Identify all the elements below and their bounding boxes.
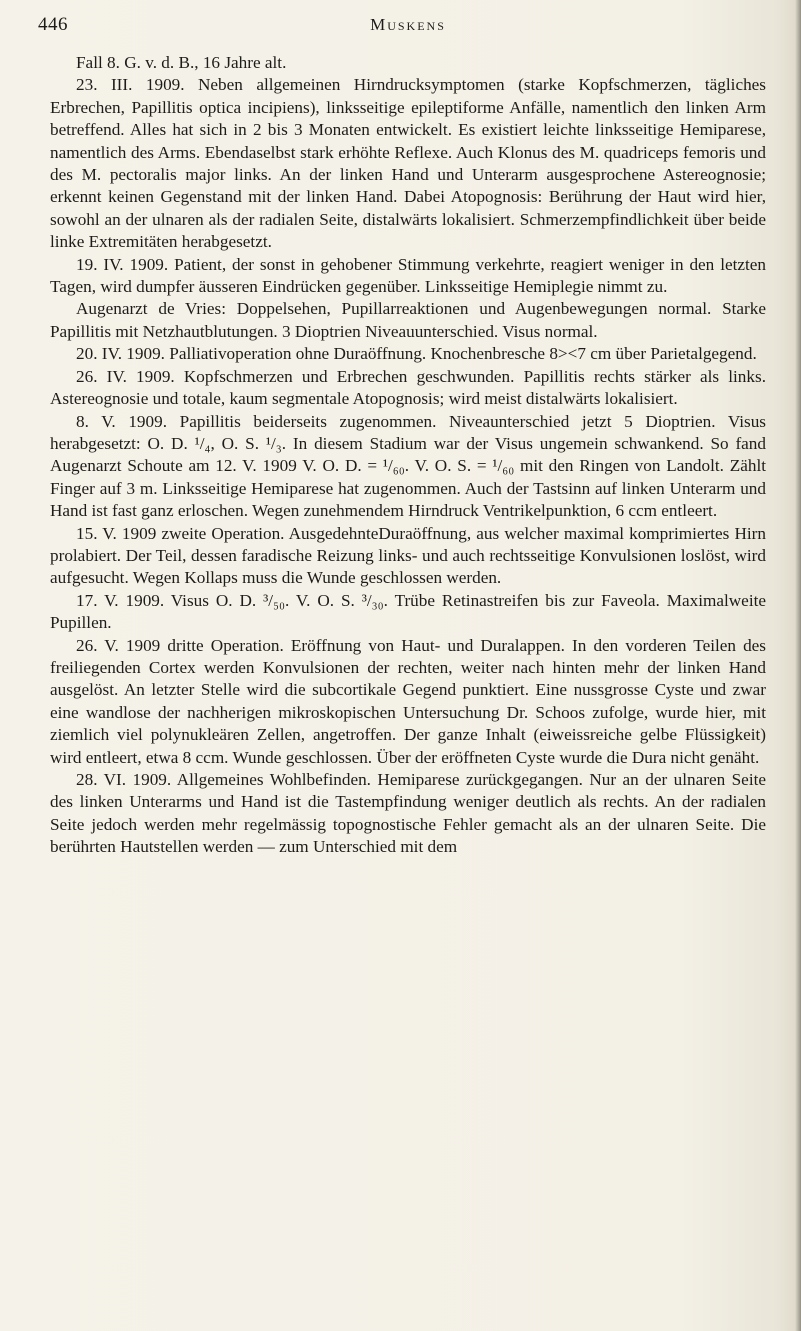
page-number: 446 <box>38 14 68 35</box>
paragraph-17-v-1909: 17. V. 1909. Visus O. D. ³/₅₀. V. O. S. ³/₃₀. Trübe Retinastreifen bis zur Faveola. Maximalweite Pupillen. <box>50 590 766 633</box>
paragraph-19-iv-1909: 19. IV. 1909. Patient, der sonst in gehobener Stimmung verkehrte, reagiert weniger in den letzten Tagen, wird dumpfer äusseren Eindrücken gegenüber. Linksseitige Hemiplegie nimmt zu. <box>50 254 766 297</box>
paragraph-23-iii-1909: 23. III. 1909. Neben allgemeinen Hirndrucksymptomen (starke Kopfschmerzen, tägliches Erbrechen, Papillitis optica incipiens), linksseitige epileptiforme Anfälle, namentlich den linken Arm betreffend. Alles hat sich in 2 bis 3 Monaten entwickelt. Es existiert leichte linksseitige Hemiparese, namentlich des Arms. Ebendaselbst stark erhöhte Reflexe. Auch Klonus des M. quadriceps femoris und des M. pectoralis major links. An der linken Hand und Unterarm ausgesprochene Astereognosie; erkennt keinen Gegenstand mit der linken Hand. Dabei Atopognosis: Berührung der Haut wird hier, sowohl an der ulnaren als der radialen Seite, distalwärts lokalisiert. Schmerzempfindlichkeit über beide linke Extremitäten herabgesetzt. <box>50 75 766 252</box>
paragraph-augenarzt-de-vries: Augenarzt de Vries: Doppelsehen, Pupillarreaktionen und Augenbewegungen normal. Starke Papillitis mit Netzhautblutungen. 3 Dioptrien Niveauunterschied. Visus normal. <box>50 299 766 341</box>
paragraph-15-v-1909: 15. V. 1909 zweite Operation. AusgedehnteDuraöffnung, aus welcher maximal komprimiertes Hirn prolabiert. Der Teil, dessen faradische Reizung links- und auch rechtsseitige Konvulsionen loslöst, wird aufgesucht. Wegen Kollaps muss die Wunde geschlossen werden. <box>50 523 766 588</box>
paragraph-20-iv-1909: 20. IV. 1909. Palliativoperation ohne Duraöffnung. Knochenbresche 8><7 cm über Parietalgegend. <box>76 344 757 364</box>
page-header <box>38 14 778 40</box>
paragraph-8-v-1909: 8. V. 1909. Papillitis beiderseits zugenommen. Niveaunterschied jetzt 5 Dioptrien. Visus herabgesetzt: O. D. ¹/₄, O. S. ¹/₃. In diesem Stadium war der Visus ungemein schwankend. So fand Augenarzt Schoute am 12. V. 1909 V. O. D. = ¹/₆₀. V. O. S. = ¹/₆₀ mit den Ringen von Landolt. Zählt Finger auf 3 m. Linksseitige Hemiparese hat zugenommen. Auch der Tastsinn auf linken Unterarm und Hand ist fast ganz erloschen. Wegen zunehmendem Hirndruck Ventrikelpunktion, 6 ccm entleert. <box>50 411 766 521</box>
running-head: Muskens <box>370 15 446 34</box>
page-gutter-shadow <box>795 0 801 1331</box>
paragraph-26-v-1909: 26. V. 1909 dritte Operation. Eröffnung von Haut- und Duralappen. In den vorderen Teilen des freiliegenden Cortex werden Konvulsionen der rechten, weiter nach hinten mehr der linken Hand ausgelöst. An letzter Stelle wird die subcortikale Gegend punktiert. Eine nussgrosse Cyste und zwar eine wandlose der nachherigen mikroskopischen Untersuchung Dr. Schoos zufolge, wurde hier, mit ziemlich viel polynukleären Zellen, angetroffen. Der ganze Inhalt (eiweissreiche gelbe Flüssigkeit) wird entleert, etwa 8 ccm. Wunde geschlossen. Über der eröffneten Cyste wurde die Dura nicht genäht. <box>50 635 766 767</box>
paragraph-28-vi-1909: 28. VI. 1909. Allgemeines Wohlbefinden. Hemiparese zurückgegangen. Nur an der ulnaren Seite des linken Unterarms und Hand ist die Tastempfindung weniger deutlich als rechts. An der radialen Seite jedoch werden mehr regelmässig topognostische Fehler gemacht als an der ulnaren Seite. Die berührten Hautstellen werden — zum Unterschied mit dem <box>50 770 766 857</box>
case-title: Fall 8. G. v. d. B., 16 Jahre alt. <box>76 53 287 72</box>
paragraph-26-iv-1909: 26. IV. 1909. Kopfschmerzen und Erbrechen geschwunden. Papillitis rechts stärker als links. Astereognosie und totale, kaum segmentale Atopognosis; wird meist distalwärts lokalisiert. <box>50 366 766 409</box>
body-text <box>50 52 766 859</box>
